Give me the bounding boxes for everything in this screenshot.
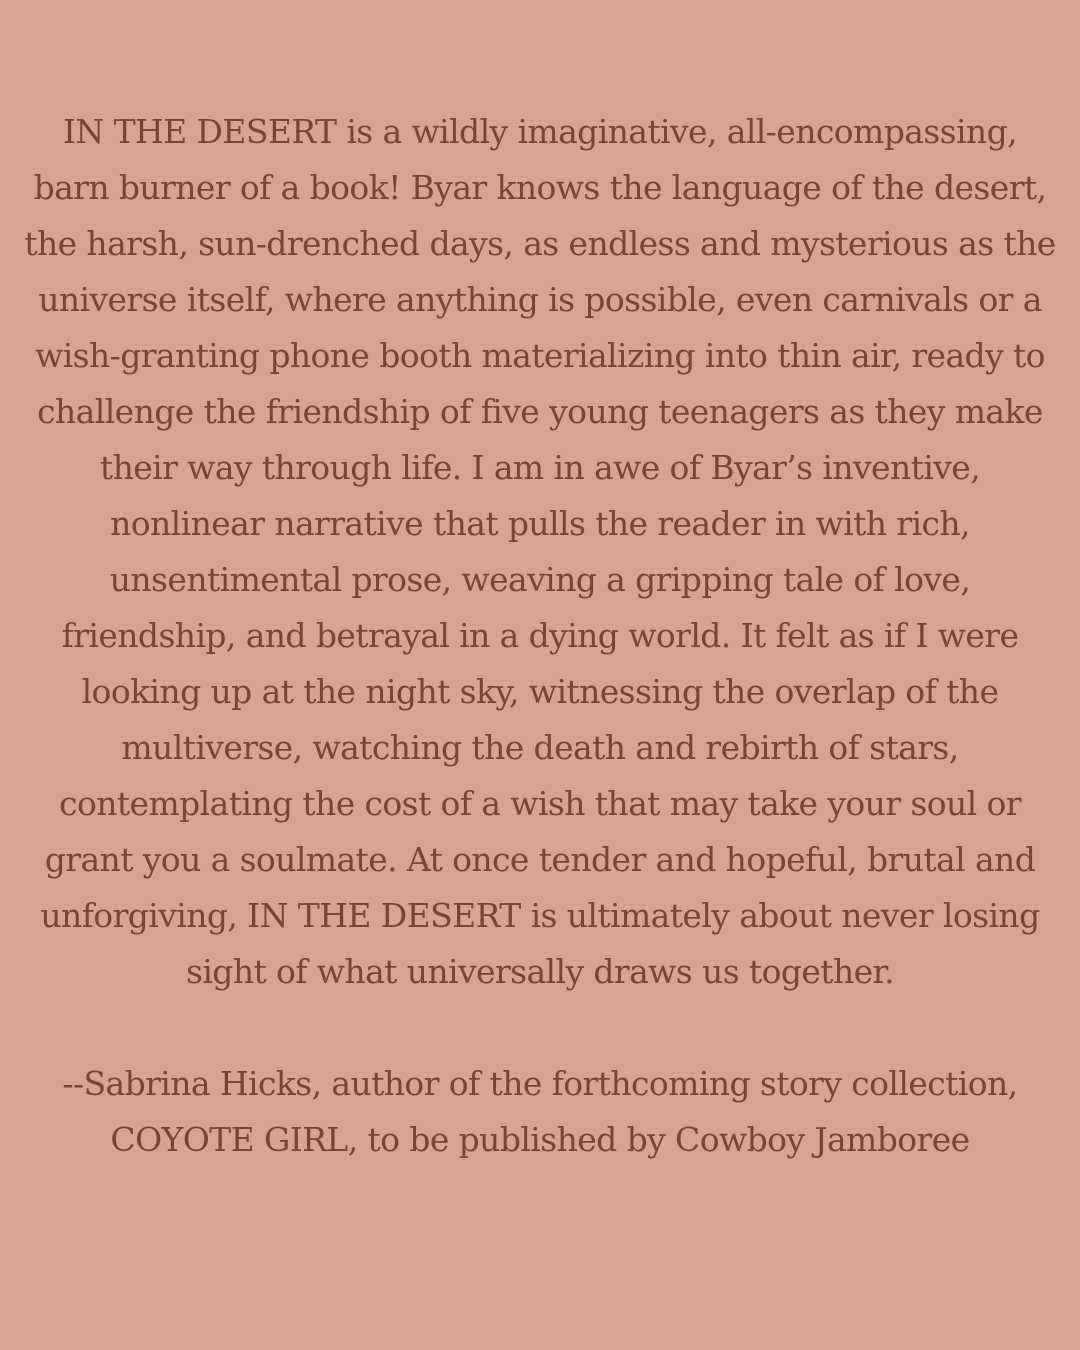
blurb-line: their way through life. I am in awe of Byar’s inventive, (99, 448, 981, 487)
blurb-line: nonlinear narrative that pulls the reader in with rich, (110, 504, 970, 543)
blurb-line: challenge the friendship of five young teenagers as they make (37, 392, 1043, 431)
blurb-line: grant you a soulmate. At once tender and hopeful, brutal and (44, 840, 1036, 879)
blurb-line: barn burner of a book! Byar knows the language of the desert, (33, 168, 1047, 207)
blurb-line: unsentimental prose, weaving a gripping tale of love, (109, 560, 971, 599)
blurb-line: multiverse, watching the death and rebirth of stars, (121, 728, 959, 767)
blurb-line: contemplating the cost of a wish that may take your soul or (59, 784, 1021, 823)
blurb-line: universe itself, where anything is possible, even carnivals or a (38, 280, 1042, 319)
blurb-line: IN THE DESERT is a wildly imaginative, all-encompassing, (62, 112, 1018, 151)
blurb-line: wish-granting phone booth materializing into thin air, ready to (35, 336, 1045, 375)
blurb-line: the harsh, sun-drenched days, as endless and mysterious as the (24, 224, 1056, 263)
blurb-line: unforgiving, IN THE DESERT is ultimately about never losing (40, 896, 1040, 935)
attribution-line: --Sabrina Hicks, author of the forthcoming story collection, (62, 1064, 1018, 1103)
blurb-paragraph (4, 104, 1076, 1000)
attribution (4, 1056, 1076, 1168)
blurb-line: looking up at the night sky, witnessing the overlap of the (81, 672, 999, 711)
paragraph-gap (4, 1000, 1076, 1056)
blurb-line: friendship, and betrayal in a dying world. It felt as if I were (61, 616, 1019, 655)
attribution-line: COYOTE GIRL, to be published by Cowboy Jamboree (110, 1120, 970, 1159)
blurb-line: sight of what universally draws us together. (186, 952, 894, 991)
